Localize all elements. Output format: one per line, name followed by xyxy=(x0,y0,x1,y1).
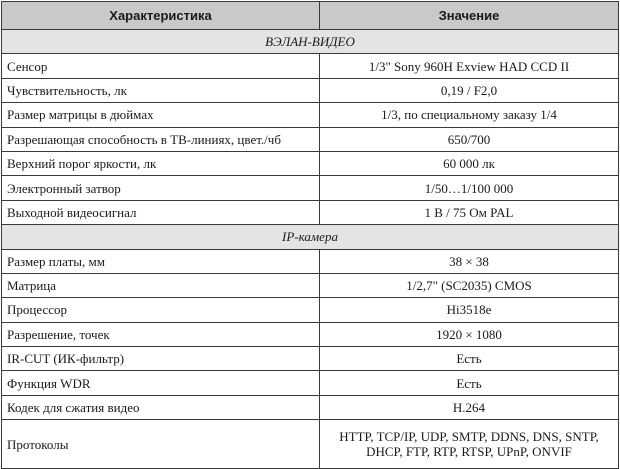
row-value: 1920 × 1080 xyxy=(320,322,619,346)
table-row xyxy=(2,151,619,175)
row-label: Процессор xyxy=(2,298,320,322)
row-value: 1/3, по специальному заказу 1/4 xyxy=(320,103,619,127)
table-row xyxy=(2,420,619,469)
table-row xyxy=(2,298,619,322)
row-label: Разрешающая способность в ТВ-линиях, цвет./чб xyxy=(2,127,320,151)
table-row xyxy=(2,127,619,151)
row-label: Верхний порог яркости, лк xyxy=(2,151,320,175)
row-label: IR-CUT (ИК-фильтр) xyxy=(2,347,320,371)
table-row xyxy=(2,78,619,102)
row-label: Размер платы, мм xyxy=(2,249,320,273)
row-value: 38 × 38 xyxy=(320,249,619,273)
row-label: Протоколы xyxy=(2,420,320,469)
table-row xyxy=(2,200,619,224)
header-row xyxy=(2,2,619,30)
row-value: Есть xyxy=(320,371,619,395)
row-value: 1/3" Sony 960H Exview HAD CCD II xyxy=(320,54,619,78)
row-label: Сенсор xyxy=(2,54,320,78)
section-row xyxy=(2,225,619,249)
protocols-line: HTTP, TCP/IP, UDP, SMTP, DDNS, DNS, SNTP, xyxy=(339,429,599,445)
row-value: 1 В / 75 Ом PAL xyxy=(320,200,619,224)
row-value: Есть xyxy=(320,347,619,371)
header-value: Значение xyxy=(320,2,619,30)
row-label: Кодек для сжатия видео xyxy=(2,395,320,419)
row-label: Электронный затвор xyxy=(2,176,320,200)
table-row xyxy=(2,371,619,395)
table-row xyxy=(2,249,619,273)
section-title: IP-камера xyxy=(2,225,619,249)
row-value: H.264 xyxy=(320,395,619,419)
row-value: 60 000 лк xyxy=(320,151,619,175)
row-value: 0,19 / F2,0 xyxy=(320,78,619,102)
row-value: 1/2,7" (SC2035) CMOS xyxy=(320,273,619,297)
table-row xyxy=(2,103,619,127)
spec-table xyxy=(1,1,619,469)
table-row xyxy=(2,322,619,346)
protocols-line: DHCP, FTP, RTP, RTSP, UPnP, ONVIF xyxy=(366,444,572,460)
header-characteristic: Характеристика xyxy=(2,2,320,30)
table-row xyxy=(2,54,619,78)
table-row xyxy=(2,347,619,371)
row-label: Выходной видеосигнал xyxy=(2,200,320,224)
table-row xyxy=(2,395,619,419)
section-title: ВЭЛАН-ВИДЕО xyxy=(2,30,619,54)
row-label: Функция WDR xyxy=(2,371,320,395)
section-row xyxy=(2,30,619,54)
row-value-protocols xyxy=(320,420,619,469)
row-value: 1/50…1/100 000 xyxy=(320,176,619,200)
row-value: Hi3518e xyxy=(320,298,619,322)
table-row xyxy=(2,273,619,297)
table-row xyxy=(2,176,619,200)
row-value: 650/700 xyxy=(320,127,619,151)
row-label: Разрешение, точек xyxy=(2,322,320,346)
row-label: Матрица xyxy=(2,273,320,297)
row-label: Чувствительность, лк xyxy=(2,78,320,102)
row-label: Размер матрицы в дюймах xyxy=(2,103,320,127)
